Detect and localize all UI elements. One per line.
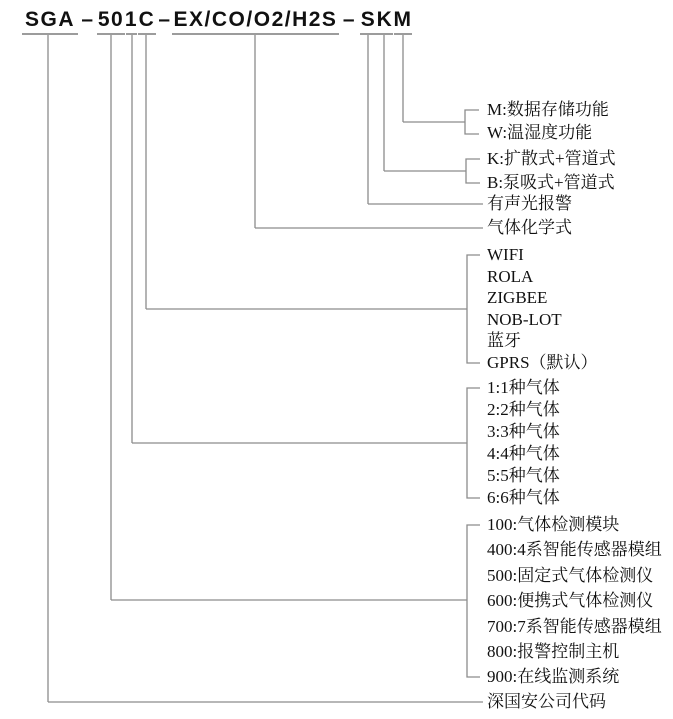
label-series-100: 100:气体检测模块 — [487, 515, 620, 534]
connector-line-group — [48, 34, 483, 702]
code-segment-series: 50 — [97, 7, 125, 35]
label-gas-count-5: 5:5种气体 — [487, 466, 560, 485]
code-separator-dash: – — [158, 8, 172, 31]
code-segment-gas-count: 1 — [126, 7, 137, 35]
label-storage-option-m: M:数据存储功能 — [487, 100, 609, 119]
label-gas-formula: 气体化学式 — [487, 218, 572, 237]
code-segment-gas-formula: EX/CO/O2/H2S — [172, 7, 339, 35]
label-gas-count-4: 4:4种气体 — [487, 444, 560, 463]
label-series-600: 600:便携式气体检测仪 — [487, 591, 654, 610]
label-gas-count-1: 1:1种气体 — [487, 378, 560, 397]
label-series-500: 500:固定式气体检测仪 — [487, 566, 654, 585]
code-segment-sampling: K — [377, 7, 393, 35]
code-segment-storage: M — [394, 7, 412, 35]
label-comm-noblot: NOB-LOT — [487, 310, 562, 329]
label-gas-count-6: 6:6种气体 — [487, 488, 560, 507]
label-gas-count-2: 2:2种气体 — [487, 400, 560, 419]
label-comm-rola: ROLA — [487, 267, 534, 286]
label-series-900: 900:在线监测系统 — [487, 667, 620, 686]
label-comm-wifi: WIFI — [487, 245, 524, 264]
label-alarm: 有声光报警 — [487, 194, 572, 213]
label-gas-count-3: 3:3种气体 — [487, 422, 560, 441]
label-comm-bluetooth: 蓝牙 — [487, 331, 521, 350]
label-comm-gprs: GPRS（默认） — [487, 353, 598, 372]
code-separator-dash: – — [342, 8, 357, 31]
code-segment-communication: C — [138, 7, 156, 35]
label-comm-zigbee: ZIGBEE — [487, 288, 548, 307]
code-segment-alarm: S — [360, 7, 377, 35]
label-storage-option-w: W:温湿度功能 — [487, 123, 593, 142]
label-company-code: 深国安公司代码 — [487, 692, 606, 711]
code-segment-company-code: SGA — [22, 7, 78, 35]
label-sampling-option-k: K:扩散式+管道式 — [487, 149, 616, 168]
label-series-800: 800:报警控制主机 — [487, 642, 620, 661]
label-sampling-option-b: B:泵吸式+管道式 — [487, 173, 615, 192]
code-separator-dash: – — [81, 8, 95, 31]
label-series-700: 700:7系智能传感器模组 — [487, 617, 662, 636]
label-series-400: 400:4系智能传感器模组 — [487, 540, 662, 559]
